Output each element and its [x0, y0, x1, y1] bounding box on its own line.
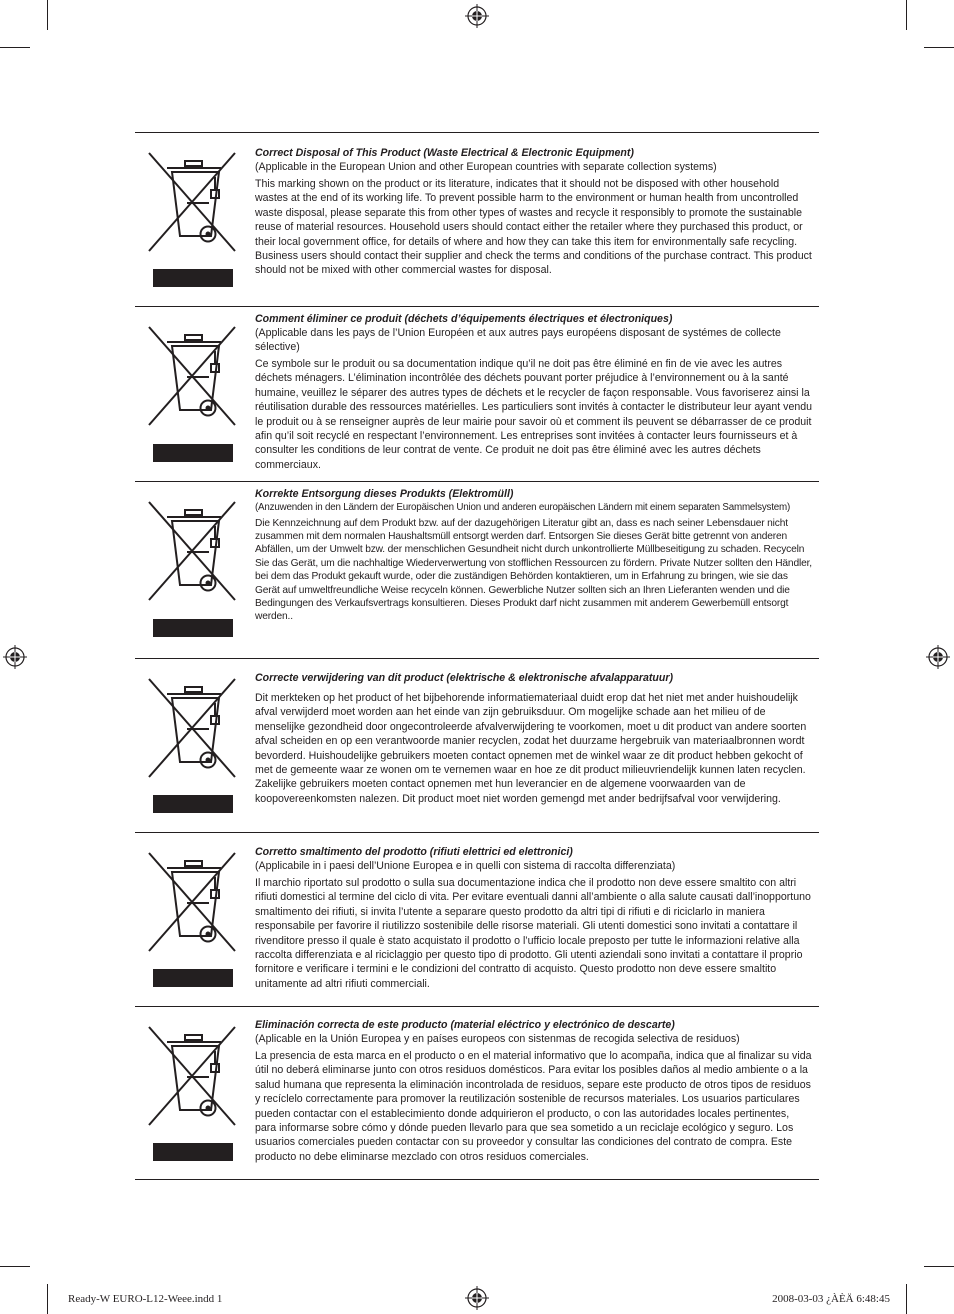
section-spanish	[135, 1007, 819, 1180]
section-text	[255, 1019, 813, 1164]
crop-mark	[47, 1284, 48, 1314]
section-title: Correcte verwijdering van dit product (elektrische & elektronische afvalapparatuur)	[255, 672, 673, 684]
weee-black-bar	[153, 619, 233, 637]
section-body: Die Kennzeichnung auf dem Produkt bzw. auf der dazugehörigen Literatur gibt an, dass es nach seiner Lebensdauer nicht zusammen mit dem normalen Haushaltsmüll entsorgt werden darf. Entsorgen Sie dieses Gerät bitte getrennt von anderen Abfällen, um der Umwelt bzw. der menschlichen Gesundheit nicht durch unkontrollierte Müllbeseitigung zu schaden. Recyceln Sie das Gerät, um die nachhaltige Wiederverwertung von stofflichen Ressourcen zu fördern. Private Nutzer sollten den Händler, bei dem das Produkt gekauft wurde, oder die zuständigen Behörden kontaktieren, um in Erfahrung zu bringen, wie sie das Gerät auf umweltfreundliche Weise recyceln können. Gewerbliche Nutzer sollten sich an Ihren Lieferanten wenden und die Bedingungen des Verkaufsvertrags konsultieren. Dieses Produkt darf nicht zusammen mit anderem Gewerbemüll entsorgt werden..	[255, 517, 812, 623]
section-italian	[135, 833, 819, 1007]
weee-symbol	[147, 851, 239, 957]
section-title: Comment éliminer ce produit (déchets d’équipements électriques et électroniques)	[255, 313, 673, 325]
crop-mark	[906, 0, 907, 30]
section-body: Il marchio riportato sul prodotto o sulla sua documentazione indica che il prodotto non deve essere smaltito con altri rifiuti domestici al termine del ciclo di vita. Per evitare eventuali danni all’ambiente o alla salute causati dall’inopportuno smaltimento dei rifiuti, si invita l’utente a separare questo prodotto da altri tipi di rifiuti e di riciclarlo in maniera responsabile per favorire il riutilizzo sostenibile delle risorse materiali. Gli utenti domestici sono invitati a contattare il rivenditore presso il quale è stato acquistato il prodotto o l’ufficio locale preposto per tutte le informazioni relative alla raccolta differenziata e al riciclaggio per questo tipo di prodotto. Gli utenti aziendali sono invitati a contattare il proprio fornitore e verificare i termini e le condizioni del contratto di acquisto. Questo prodotto non deve essere smaltito unitamente ad altri rifiuti commerciali.	[255, 877, 811, 990]
section-title: Correct Disposal of This Product (Waste Electrical & Electronic Equipment)	[255, 147, 634, 159]
section-text	[255, 488, 813, 624]
weee-black-bar	[153, 795, 233, 813]
section-body: Dit merkteken op het product of het bijbehorende informatiemateriaal duidt erop dat het niet met ander huishoudelijk afval verwijderd moet worden aan het einde van zijn gebruiksduur. Om mogelijke schade aan het milieu of de menselijke gezondheid door ongecontroleerde afvalverwijdering te voorkomen, moet u dit product van andere soorten afval scheiden en op een verantwoorde manier recyclen, zodat het duurzame hergebruik van materiaalbronnen wordt bevorderd. Huishoudelijke gebruikers moeten contact opnemen met de winkel waar ze dit product hebben gekocht of met de gemeente waar ze wonen om te vernemen waar en hoe ze dit product milieuvriendelijk kunnen laten recyclen. Zakelijke gebruikers moeten contact opnemen met hun leverancier en de algemene voorwaarden van de koopovereenkomsten nalezen. Dit product moet niet worden gemengd met ander bedrijfsafval voor verwijdering.	[255, 692, 807, 805]
section-body: La presencia de esta marca en el producto o en el material informativo que lo acompaña, indica que al finalizar su vida útil no deberá eliminarse junto con otros residuos domésticos. Para evitar los posibles daños al medio ambiente o a la salud humana que representa la eliminación incontrolada de residuos, separe este producto de otros tipos de residuos y recíclelo correctamente para promover la reutilización sostenible de recursos materiales. Los usuarios particulares pueden contactar con el establecimiento donde adquirieron el producto, o con las autoridades locales pertinentes, para informarse sobre cómo y dónde pueden llevarlo para que sea sometido a un reciclaje ecológico y seguro. Los usuarios comerciales pueden contactar con su proveedor y consultar las condiciones del contrato de compra. Este producto no debe eliminarse mezclado con otros residuos comerciales.	[255, 1050, 812, 1163]
section-text	[255, 846, 813, 991]
weee-symbol	[147, 325, 239, 431]
crop-mark	[0, 47, 30, 48]
crossed-out-wheeled-bin-icon	[147, 851, 239, 957]
crossed-out-wheeled-bin-icon	[147, 325, 239, 431]
section-english	[135, 133, 819, 307]
registration-mark-icon	[926, 645, 950, 669]
section-subtitle: (Applicable in the European Union and other European countries with separate collection systems)	[255, 161, 717, 173]
section-title: Korrekte Entsorgung dieses Produkts (Elektromüll)	[255, 488, 514, 500]
weee-black-bar	[153, 269, 233, 287]
section-subtitle: (Applicable dans les pays de l’Union Européen et aux autres pays européens disposant de systémes de collecte sélective)	[255, 327, 781, 353]
section-title: Corretto smaltimento del prodotto (rifiuti elettrici ed elettronici)	[255, 846, 573, 858]
crop-mark	[47, 0, 48, 30]
crossed-out-wheeled-bin-icon	[147, 151, 239, 257]
section-subtitle: (Aplicable en la Unión Europea y en países europeos con sistenmas de recogida selectiva de residuos)	[255, 1033, 740, 1045]
weee-symbol	[147, 677, 239, 783]
registration-mark-icon	[3, 645, 27, 669]
section-body: This marking shown on the product or its literature, indicates that it should not be disposed with other household wastes at the end of its working life. To prevent possible harm to the environment or human health from uncontrolled waste disposal, please separate this from other types of wastes and recycle it responsibly to promote the sustainable reuse of material resources. Household users should contact either the retailer where they purchased this product, or their local government office, for details of where and how they can take this item for environmentally safe recycling. Business users should contact their supplier and check the terms and conditions of the purchase contract. This product should not be mixed with other commercial wastes for disposal.	[255, 178, 812, 277]
section-dutch	[135, 659, 819, 833]
weee-notice-table	[135, 132, 819, 1163]
weee-symbol	[147, 151, 239, 257]
registration-mark-icon	[465, 1286, 489, 1310]
section-text	[255, 147, 813, 278]
weee-black-bar	[153, 1143, 233, 1161]
crossed-out-wheeled-bin-icon	[147, 1025, 239, 1131]
weee-black-bar	[153, 969, 233, 987]
crossed-out-wheeled-bin-icon	[147, 677, 239, 783]
registration-mark-icon	[465, 4, 489, 28]
print-slug-filename: Ready-W EURO-L12-Weee.indd 1	[68, 1293, 223, 1305]
crop-mark	[924, 1266, 954, 1267]
section-subtitle: (Anzuwenden in den Ländern der Europäischen Union und anderen europäischen Ländern mit einem separaten Sammelsystem)	[255, 502, 791, 513]
print-slug-timestamp: 2008-03-03 ¿ÀÈÄ 6:48:45	[772, 1293, 890, 1305]
crop-mark	[906, 1284, 907, 1314]
crop-mark	[0, 1266, 30, 1267]
weee-black-bar	[153, 444, 233, 462]
weee-symbol	[147, 500, 239, 606]
crop-mark	[924, 47, 954, 48]
section-subtitle: (Applicabile in i paesi dell’Unione Europea e in quelli con sistema di raccolta differenziata)	[255, 860, 676, 872]
weee-symbol	[147, 1025, 239, 1131]
section-body: Ce symbole sur le produit ou sa documentation indique qu’il ne doit pas être éliminé en fin de vie avec les autres déchets ménagers. L’élimination incontrôlée des déchets pouvant porter préjudice à l’environnement ou à la santé humaine, veuillez le séparer des autres types de déchets et le recycler de façon responsable. Vous favoriserez ainsi la réutilisation durable des ressources matérielles. Les particuliers sont invités à contacter le distributeur leur ayant vendu le produit ou à se renseigner auprès de leur mairie pour savoir où et comment ils peuvent se débarrasser de ce produit afin qu’il soit recyclé en respectant l’environnement. Les entreprises sont invitées à contacter leurs fournisseurs et à consulter les conditions de leur contrat de vente. Ce produit ne doit pas être éliminé avec les autres déchets commerciaux.	[255, 358, 813, 471]
crossed-out-wheeled-bin-icon	[147, 500, 239, 606]
section-french	[135, 307, 819, 482]
section-title: Eliminación correcta de este producto (material eléctrico y electrónico de descarte)	[255, 1019, 675, 1031]
section-text	[255, 672, 813, 806]
section-text	[255, 313, 813, 472]
section-german	[135, 482, 819, 659]
